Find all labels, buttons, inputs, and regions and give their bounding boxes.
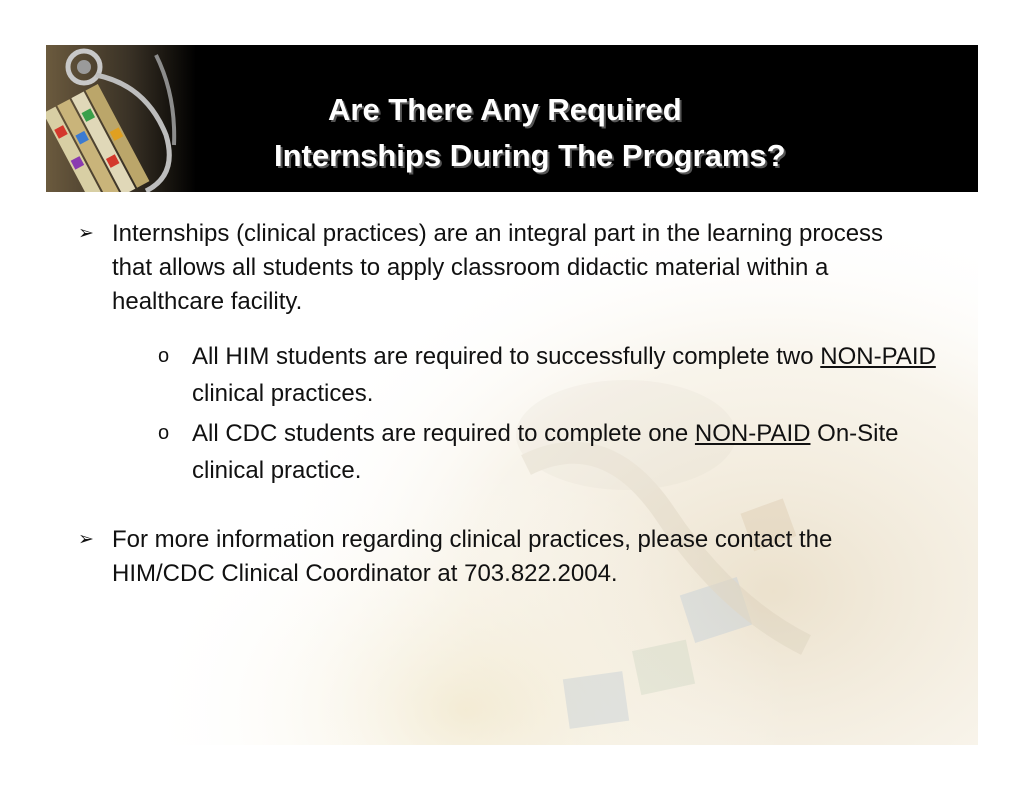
title-line-1: Are There Any Required bbox=[328, 92, 682, 127]
slide bbox=[46, 45, 978, 745]
title-line-2: Internships During The Programs? bbox=[274, 138, 786, 173]
sub-bullet-text-end: On-Site clinical practice. bbox=[192, 420, 899, 484]
sub-bullet-text-start: All HIM students are required to successfully complete two bbox=[192, 343, 821, 370]
bullet-text: For more information regarding clinical practices, please contact the HIM/CDC Clinical Coordinator at 703.822.2004. bbox=[112, 526, 833, 587]
bullet-text: Internships (clinical practices) are an integral part in the learning process that allows all students to apply classroom didactic material within a healthcare facility. bbox=[112, 220, 884, 315]
sub-bullet-item bbox=[158, 338, 938, 412]
stethoscope-photo bbox=[46, 45, 196, 192]
non-paid-emphasis: NON-PAID bbox=[820, 343, 936, 370]
sub-bullet-text-end: clinical practices. bbox=[192, 380, 374, 407]
sub-bullet-text bbox=[158, 415, 938, 489]
sub-bullet-text bbox=[158, 338, 938, 412]
arrow-bullet-icon: ➢ bbox=[78, 529, 94, 550]
page-title bbox=[206, 87, 886, 179]
circle-bullet-icon: o bbox=[158, 345, 170, 367]
sub-bullet-item bbox=[158, 415, 938, 489]
arrow-bullet-icon: ➢ bbox=[78, 223, 94, 244]
non-paid-emphasis: NON-PAID bbox=[694, 420, 811, 447]
sub-bullet-text-start: All CDC students are required to complete one bbox=[192, 420, 695, 447]
circle-bullet-icon: o bbox=[158, 422, 170, 444]
bullet-item bbox=[78, 523, 928, 591]
bullet-item bbox=[78, 217, 928, 319]
